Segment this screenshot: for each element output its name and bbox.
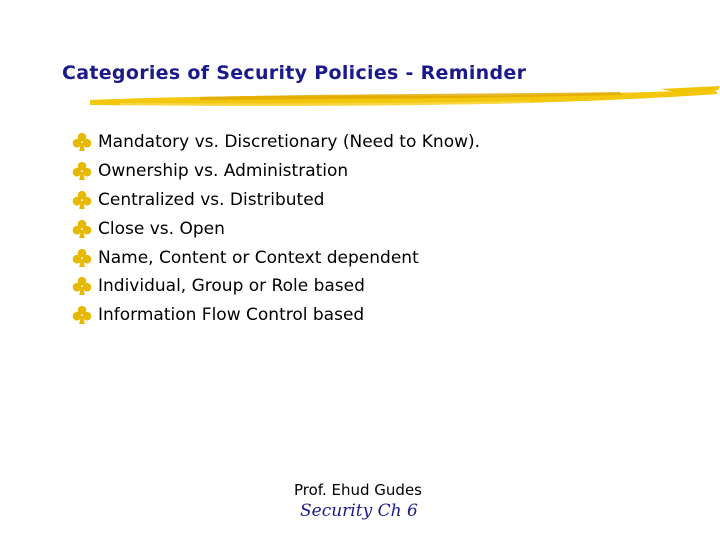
slide-title: Categories of Security Policies - Reminder <box>62 62 527 84</box>
club-icon <box>72 132 98 152</box>
bullet-item <box>72 128 480 157</box>
footer-author: Prof. Ehud Gudes <box>294 481 422 499</box>
bullet-text: Close vs. Open <box>98 218 225 239</box>
bullet-text: Information Flow Control based <box>98 305 365 326</box>
bullet-text: Individual, Group or Role based <box>98 276 365 297</box>
bullet-text: Name, Content or Context dependent <box>98 247 419 268</box>
club-icon <box>72 305 98 325</box>
bullet-item <box>72 186 480 215</box>
bullet-item <box>72 272 480 301</box>
bullet-item <box>72 214 480 243</box>
bullet-text: Centralized vs. Distributed <box>98 189 325 210</box>
slide-footer <box>294 481 422 521</box>
club-icon <box>72 190 98 210</box>
title-underline-brushstroke <box>60 84 720 116</box>
bullet-text: Ownership vs. Administration <box>98 161 349 182</box>
club-icon <box>72 161 98 181</box>
club-icon <box>72 248 98 268</box>
footer-course: Security Ch 6 <box>300 501 418 521</box>
bullet-item <box>72 157 480 186</box>
club-icon <box>72 219 98 239</box>
bullet-item <box>72 301 480 330</box>
bullet-list <box>72 128 480 330</box>
bullet-text: Mandatory vs. Discretionary (Need to Know). <box>98 132 481 153</box>
bullet-item <box>72 243 480 272</box>
club-icon <box>72 276 98 296</box>
